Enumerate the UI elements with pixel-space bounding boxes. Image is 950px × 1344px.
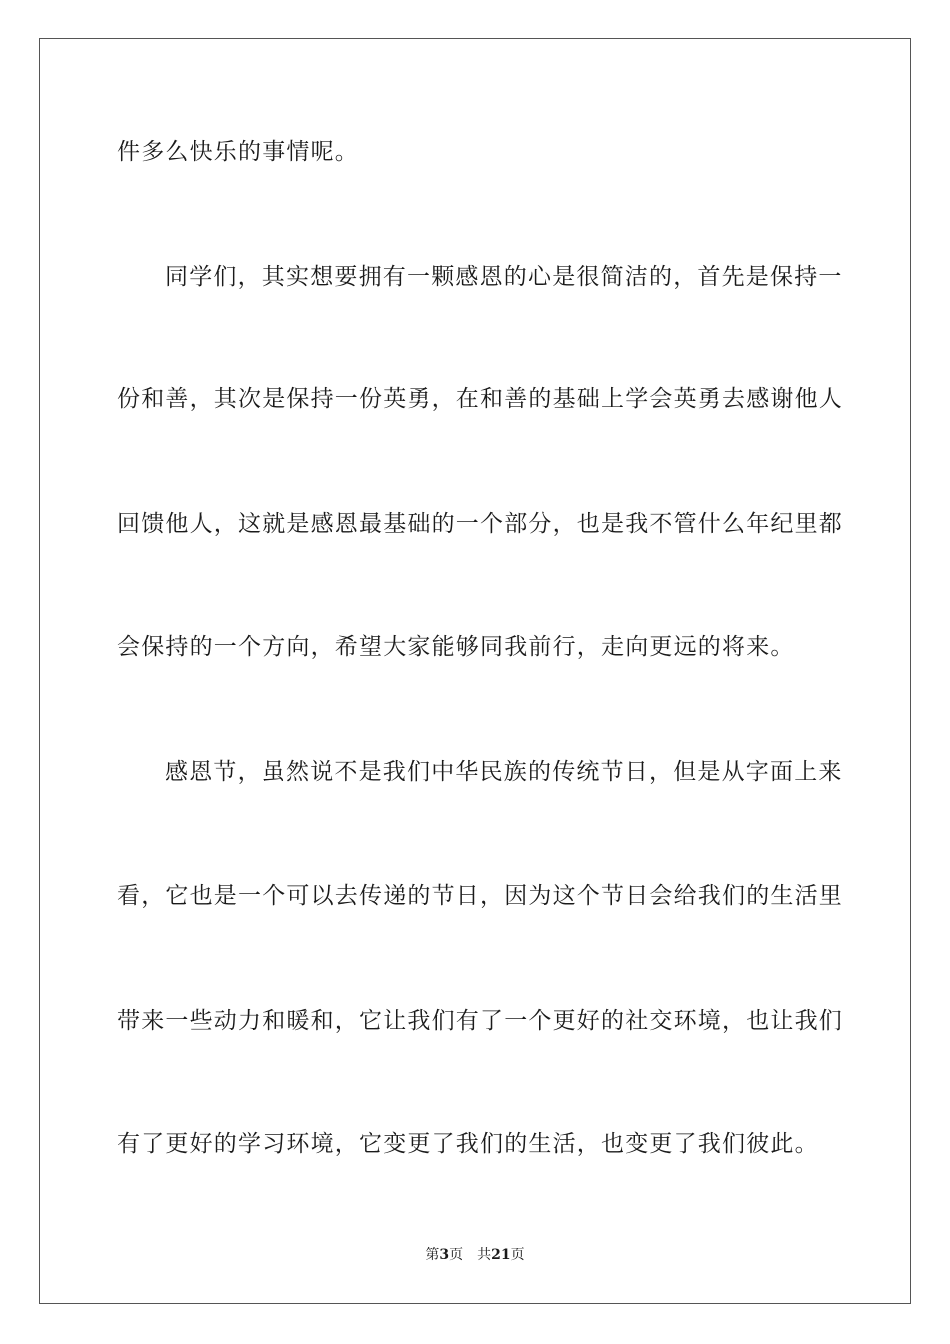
text-line-2: 同学们，其实想要拥有一颗感恩的心是很简洁的，首先是保持一 [165,264,843,290]
text-line-4: 回馈他人，这就是感恩最基础的一个部分，也是我不管什么年纪里都 [117,511,843,537]
text-line-1: 件多么快乐的事情呢。 [117,139,359,165]
total-suffix: 页 [510,1247,525,1263]
page-footer [0,1246,950,1264]
text-line-9: 有了更好的学习环境，它变更了我们的生活，也变更了我们彼此。 [117,1131,819,1157]
text-line-8: 带来一些动力和暖和，它让我们有了一个更好的社交环境，也让我们 [117,1008,843,1034]
total-prefix: 共 [477,1247,492,1263]
page-border [39,38,911,1304]
text-line-5: 会保持的一个方向，希望大家能够同我前行，走向更远的将来。 [117,634,795,660]
text-line-6: 感恩节，虽然说不是我们中华民族的传统节日，但是从字面上来 [165,759,843,785]
page-prefix: 第 [425,1247,440,1263]
page-number: 3 [439,1247,450,1263]
total-pages: 21 [491,1247,511,1263]
text-line-3: 份和善，其次是保持一份英勇，在和善的基础上学会英勇去感谢他人 [117,386,843,412]
page-suffix: 页 [449,1247,464,1263]
text-line-7: 看，它也是一个可以去传递的节日，因为这个节日会给我们的生活里 [117,883,843,909]
